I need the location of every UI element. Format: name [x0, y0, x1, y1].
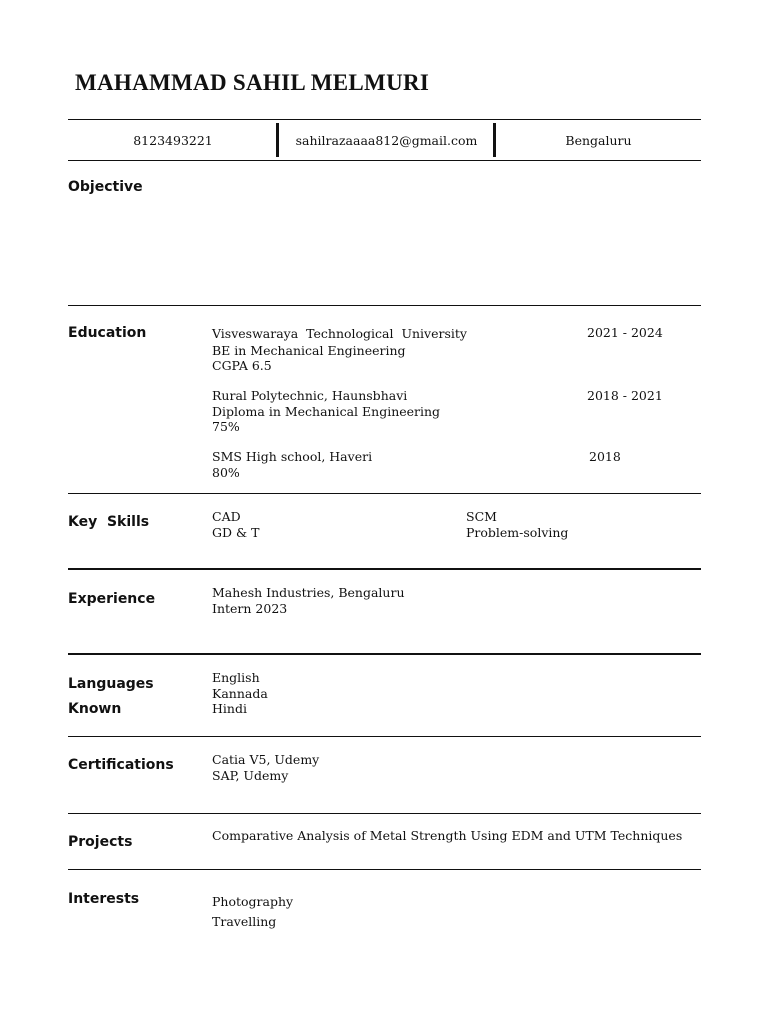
project-item: Comparative Analysis of Metal Strength Using EDM and UTM Techniques [212, 828, 683, 843]
interests-heading: Interests [68, 891, 140, 907]
skill-item: SCM [466, 509, 497, 524]
language-item: Kannada [212, 685, 268, 701]
skills-column [212, 509, 259, 540]
contact-location: Bengaluru [565, 132, 632, 148]
experience-company: Mahesh Industries, Bengaluru [212, 585, 405, 600]
language-item: English [212, 670, 260, 685]
education-score: 80% [212, 464, 240, 480]
education-degree: Diploma in Mechanical Engineering [212, 403, 441, 419]
skill-item: GD & T [212, 524, 260, 540]
languages-heading [68, 672, 154, 722]
education-years: 2018 [589, 449, 621, 464]
section-rule [68, 869, 701, 870]
skills-column [466, 509, 568, 540]
contact-email: sahilrazaaaa812@gmail.com [295, 132, 478, 148]
education-institution: Rural Polytechnic, Haunsbhavi [212, 388, 408, 403]
languages-heading-line2: Known [68, 701, 122, 717]
contact-phone: 8123493221 [133, 132, 213, 148]
education-entry [212, 325, 467, 373]
education-heading: Education [68, 325, 147, 341]
certifications-list [212, 752, 319, 783]
section-rule [68, 493, 701, 494]
education-entry [212, 449, 372, 480]
section-rule [68, 736, 701, 737]
education-degree: BE in Mechanical Engineering [212, 343, 406, 358]
section-rule [68, 813, 701, 814]
experience-heading: Experience [68, 591, 156, 607]
section-rule [68, 653, 701, 655]
projects-heading: Projects [68, 834, 133, 850]
experience-role: Intern 2023 [212, 600, 288, 616]
certifications-heading: Certifications [68, 757, 174, 773]
certification-item: SAP, Udemy [212, 767, 289, 783]
contact-bottom-rule [68, 160, 701, 161]
skill-item: Problem-solving [466, 524, 569, 540]
section-rule [68, 305, 701, 306]
key-skills-heading: Key Skills [68, 514, 150, 530]
education-entry [212, 388, 440, 435]
section-rule [68, 568, 701, 570]
language-item: Hindi [212, 701, 247, 716]
objective-heading: Objective [68, 179, 143, 195]
candidate-name: MAHAMMAD SAHIL MELMURI [75, 70, 430, 95]
education-institution: SMS High school, Haveri [212, 449, 373, 464]
education-score: 75% [212, 419, 240, 434]
education-years: 2018 - 2021 [587, 388, 663, 403]
education-institution: Visveswaraya Technological University [212, 326, 467, 341]
languages-list [212, 670, 268, 717]
certification-item: Catia V5, Udemy [212, 752, 320, 767]
experience-entry [212, 585, 405, 616]
contact-top-rule [68, 119, 701, 120]
interest-item: Travelling [212, 914, 277, 929]
education-years: 2021 - 2024 [587, 325, 663, 340]
education-score: CGPA 6.5 [212, 358, 272, 373]
languages-heading-line1: Languages [68, 676, 154, 692]
interests-list [212, 892, 293, 932]
skill-item: CAD [212, 509, 241, 524]
interest-item: Photography [212, 894, 294, 909]
